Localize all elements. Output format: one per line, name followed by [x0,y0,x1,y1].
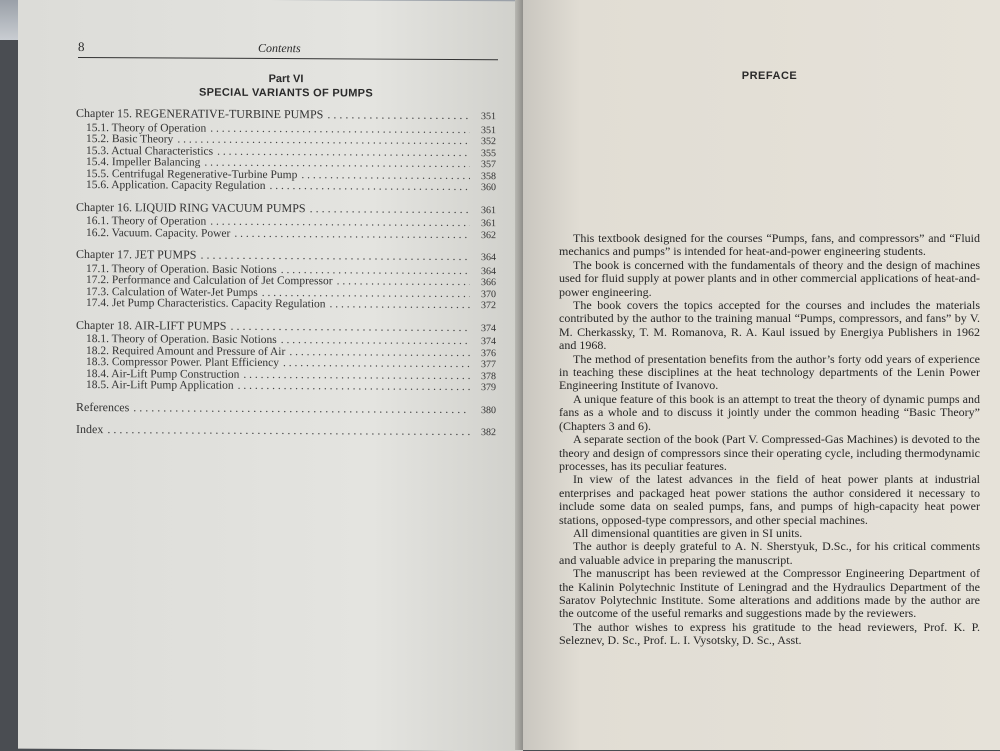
chapter-title: Chapter 15. REGENERATIVE-TURBINE PUMPS [76,105,324,122]
page-header [78,39,498,60]
toc-references: References . . . 380 [76,401,496,416]
preface-paragraph: This textbook designed for the courses “Pumps, fans, and compressors” and “Fluid mechanics and pumps” is intended for heat-and-power engineering students. [559,231,980,259]
section-title: 18.1. Theory of Operation. Basic Notions [86,333,277,347]
chapter-page: 351 [481,111,496,123]
section-page: 364 [481,265,496,277]
table-of-contents [76,105,501,394]
preface-paragraph: All dimensional quantities are given in SI units. [573,525,803,540]
section-page: 361 [481,218,496,230]
preface-page [523,0,1000,750]
toc-section-entry [76,380,496,394]
preface-paragraph: The book is concerned with the fundamentals of theory and the design of machines used for fluid supply at power plants and in other commercial applications of heat-and-power engineering. [559,257,980,299]
leader-dots [283,358,470,370]
leader-dots [133,402,470,415]
section-title: 18.3. Compressor Power. Plant Efficiency [86,356,280,370]
page-number: 8 [78,38,85,55]
section-page: 360 [481,182,496,194]
leader-dots [281,335,470,347]
leader-dots [238,381,470,394]
preface-paragraph: The book covers the topics accepted for the courses and includes the materials contributed by the author to the training manual “Pumps, compressors, and fans” by V. M. Cherkassky, T. M. Romanova, R. A. Kaul issued by Energiya Publishers in 1962 and 1968. [559,298,980,353]
section-title: 15.4. Impeller Balancing [86,156,201,169]
section-title: 16.1. Theory of Operation [86,215,207,228]
leader-dots [301,170,470,182]
leader-dots [289,347,470,359]
section-page: 352 [481,136,496,148]
chapter-page: 361 [481,204,496,216]
preface-paragraph: The author wishes to express his gratitude to the head reviewers, Prof. K. P. Seleznev, D. Sc., Prof. L. I. Vysotsky, D. Sc., Asst. [559,619,980,648]
leader-dots [234,228,470,241]
section-page: 376 [481,347,496,359]
toc-section-entry [76,298,496,312]
section-page: 377 [481,359,496,371]
preface-paragraph: A unique feature of this book is an attempt to treat the theory of dynamic pumps and fans as a whole and to discuss it jointly under the common heading “Basic Theory” (Chapters 3 and 6). [559,391,980,433]
toc-section-entry [76,227,496,241]
section-title: 15.3. Actual Characteristics [86,144,214,158]
toc-chapter [76,201,501,241]
chapter-title: Chapter 18. AIR-LIFT PUMPS [76,317,227,333]
toc-index: Index . . . 382 [76,424,496,439]
leader-dots [107,424,470,437]
preface-paragraph: The manuscript has been reviewed at the Compressor Engineering Department of the Kalinin Polytechnic Institute of Leningrad and the Hydraulics Department of the Saratov Polytechnic Institute. Some alterations and additions made by the author are the outcome of the useful remarks and suggestions made by the reviewers. [559,566,980,621]
section-title: 18.5. Air-Lift Pump Application [86,379,234,392]
section-title: 17.4. Jet Pump Characteristics. Capacity Regulation [86,297,326,311]
section-page: 378 [481,370,496,382]
section-title: 15.6. Application. Capacity Regulation [86,179,266,192]
section-title: 15.1. Theory of Operation [86,121,207,135]
toc-chapter-entry [76,246,496,264]
preface-paragraph: A separate section of the book (Part V. Compressed-Gas Machines) is devoted to the theory and design of compressors since their operating cycle, including thermodynamic processes, has its peculiar features. [559,432,980,473]
leader-dots [270,181,471,194]
section-page: 357 [481,159,496,171]
leader-dots [310,203,470,215]
section-title: 17.2. Performance and Calculation of Jet Compressor [86,274,333,288]
preface-body [559,232,980,648]
preface-paragraph: The method of presentation benefits from the author’s forty odd years of experience in teaching these disciplines at the heat technology departments of the Lenin Power Engineering Institute of Ivanovo. [559,351,980,393]
preface-paragraph: In view of the latest advances in the field of heat power plants at industrial enterprises and packaged heat power stations the author considered it necessary to include some data on sealed pumps, fans, and pumps of high-capacity heat power stations, opposed-type compressors, and other special machines. [559,472,980,527]
section-page: 374 [481,336,496,348]
section-page: 379 [481,382,496,394]
leader-dots [327,109,470,121]
toc-chapter-entry [76,319,496,334]
leader-dots [330,299,470,311]
toc-section-entry [76,180,496,194]
toc-chapter [76,105,501,194]
toc-back-matter [76,401,501,438]
section-title: 18.4. Air-Lift Pump Construction [86,367,240,381]
section-page: 351 [481,124,496,136]
contents-page [18,0,523,751]
leader-dots [200,250,470,263]
leader-dots [230,320,470,333]
section-title: 18.2. Required Amount and Pressure of Air [86,344,286,358]
part-label: Part VI [268,72,304,86]
chapter-title: Chapter 16. LIQUID RING VACUUM PUMPS [76,199,306,215]
section-page: 355 [481,147,496,159]
toc-chapter [76,319,501,393]
chapter-page: 364 [481,252,496,264]
chapter-page: 374 [481,322,496,334]
section-page: 362 [481,229,496,241]
preface-paragraph: The author is deeply grateful to A. N. Sherstyuk, D.Sc., for his critical comments and valuable advice in preparing the manuscript. [559,539,980,567]
section-title: 17.3. Calculation of Water-Jet Pumps [86,285,258,299]
toc-chapter [76,246,501,312]
running-head: Contents [258,40,301,56]
toc-chapter-entry [76,105,496,123]
section-title: 16.2. Vacuum. Capacity. Power [86,226,231,240]
preface-title: PREFACE [741,70,798,82]
section-title: 15.2. Basic Theory [86,133,174,146]
section-page: 372 [481,300,496,312]
leader-dots [337,276,470,288]
chapter-title: Chapter 17. JET PUMPS [76,246,197,262]
part-title: SPECIAL VARIANTS OF PUMPS [199,86,373,100]
section-title: 15.5. Centrifugal Regenerative-Turbine Pump [86,167,298,181]
section-page: 358 [481,170,496,182]
toc-chapter-entry [76,201,496,216]
section-page: 370 [481,288,496,300]
section-title: 17.1. Theory of Operation. Basic Notions [86,262,277,276]
section-page: 366 [481,277,496,289]
